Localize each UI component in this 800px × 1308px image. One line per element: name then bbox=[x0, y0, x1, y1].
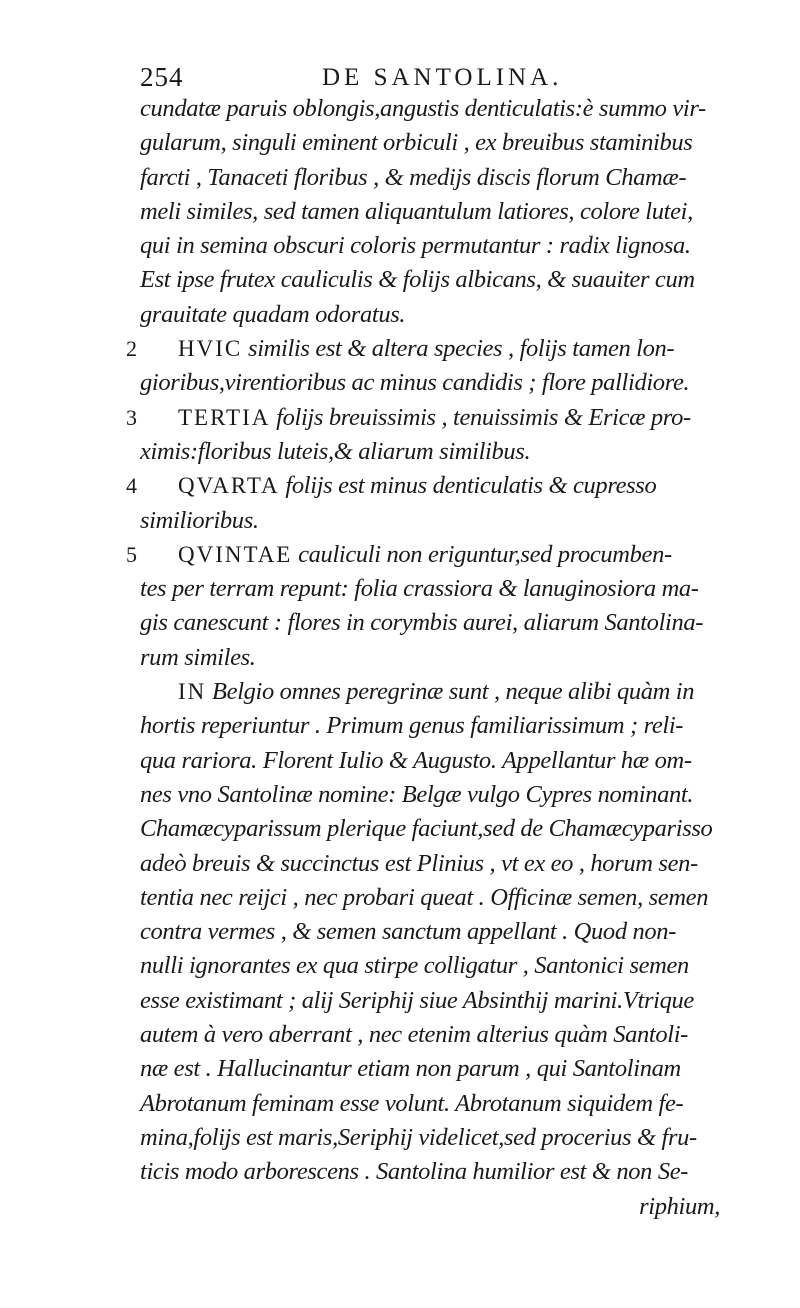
running-head: DE SANTOLINA. bbox=[322, 64, 563, 91]
paragraph-3-start: 3 TERTIA folijs breuissimis , tenuissimis & Ericæ pro- bbox=[140, 401, 720, 435]
small-caps-lead: QVINTAE bbox=[178, 541, 293, 567]
text-line: Chamæcyparissum plerique faciunt,sed de Chamæcyparisso bbox=[140, 815, 713, 843]
text-line: mina,folijs est maris,Seriphij videlicet,sed procerius & fru- bbox=[140, 1123, 697, 1151]
margin-number: 2 bbox=[126, 336, 137, 362]
text-line: adeò breuis & succinctus est Plinius , vt ex eo , horum sen- bbox=[140, 849, 698, 877]
text-line: gularum, singuli eminent orbiculi , ex breuibus staminibus bbox=[140, 129, 693, 157]
text-line: qua rariora. Florent Iulio & Augusto. Appellantur hæ om- bbox=[140, 746, 692, 774]
text-line: gis canescunt : flores in corymbis aurei, aliarum Santolina- bbox=[140, 609, 704, 637]
small-caps-lead: HVIC bbox=[178, 336, 243, 362]
text-line: ximis:floribus luteis,& aliarum similibus. bbox=[140, 437, 531, 465]
text-line: cundatæ paruis oblongis,angustis denticulatis:è summo vir- bbox=[140, 95, 706, 122]
page-header bbox=[140, 62, 700, 96]
small-caps-lead: TERTIA bbox=[178, 404, 271, 430]
text-line: nes vno Santolinæ nomine: Belgæ vulgo Cypres nominant. bbox=[140, 780, 694, 808]
text-line: similioribus. bbox=[140, 506, 259, 534]
text-line: næ est . Hallucinantur etiam non parum , qui Santolinam bbox=[140, 1055, 681, 1083]
catchword-line bbox=[140, 1190, 720, 1224]
text-line: esse existimant ; alij Seriphij siue Absinthij marini.Vtrique bbox=[140, 986, 694, 1014]
text-line: rum similes. bbox=[140, 643, 256, 671]
text-line: nulli ignorantes ex qua stirpe colligatur , Santonici semen bbox=[140, 952, 689, 980]
margin-number: 5 bbox=[126, 541, 137, 567]
text-line: hortis reperiuntur . Primum genus familiarissimum ; reli- bbox=[140, 712, 684, 740]
paragraph-2-start: 2 HVIC similis est & altera species , folijs tamen lon- bbox=[140, 332, 720, 366]
margin-number: 3 bbox=[126, 404, 137, 430]
text-line: tentia nec reijci , nec probari queat . Officinæ semen, semen bbox=[140, 883, 709, 911]
margin-number: 4 bbox=[126, 473, 137, 499]
text-line: autem à vero aberrant , nec etenim alterius quàm Santoli- bbox=[140, 1021, 688, 1049]
text-line: grauitate quadam odoratus. bbox=[140, 300, 406, 328]
small-caps-lead: IN bbox=[178, 679, 207, 705]
text-line: Est ipse frutex cauliculis & folijs albicans, & suauiter cum bbox=[140, 266, 695, 294]
text-line: meli similes, sed tamen aliquantulum latiores, colore lutei, bbox=[140, 197, 693, 225]
paragraph-4-start: 4 QVARTA folijs est minus denticulatis & cupresso bbox=[140, 469, 720, 503]
paragraph-6-start: IN Belgio omnes peregrinæ sunt , neque alibi quàm in bbox=[178, 678, 695, 706]
catchword: riphium, bbox=[639, 1192, 720, 1220]
text-line: farcti , Tanaceti floribus , & medijs discis florum Chamæ- bbox=[140, 163, 687, 191]
body-text bbox=[126, 92, 720, 1224]
text-line: contra vermes , & semen sanctum appellant . Quod non- bbox=[140, 918, 677, 946]
text-line: ticis modo arborescens . Santolina humilior est & non Se- bbox=[140, 1158, 689, 1186]
text-line: tes per terram repunt: folia crassiora & lanuginosiora ma- bbox=[140, 575, 699, 603]
small-caps-lead: QVARTA bbox=[178, 473, 280, 499]
text-line: gioribus,virentioribus ac minus candidis ; flore pallidiore. bbox=[140, 369, 690, 397]
text-line: Abrotanum feminam esse volunt. Abrotanum siquidem fe- bbox=[140, 1089, 684, 1117]
paragraph-5-start: 5 QVINTAE cauliculi non eriguntur,sed procumben- bbox=[140, 538, 720, 572]
text-line: qui in semina obscuri coloris permutantur : radix lignosa. bbox=[140, 232, 691, 260]
page-number: 254 bbox=[140, 62, 184, 92]
